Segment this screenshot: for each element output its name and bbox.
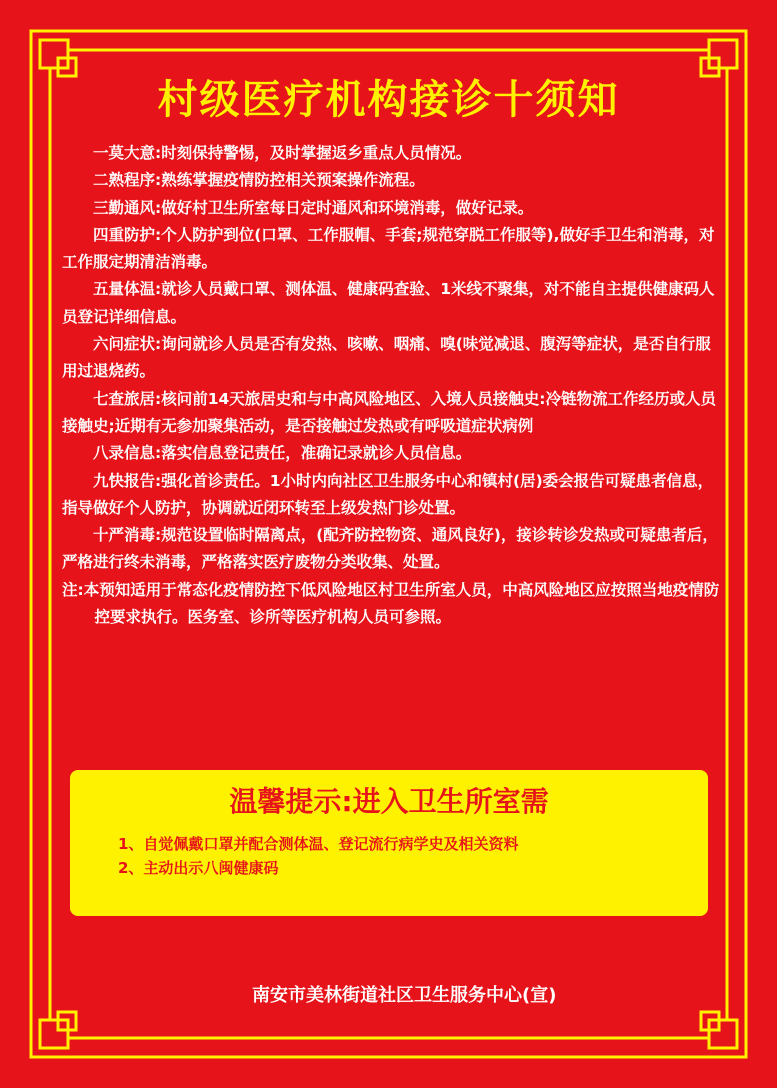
page-title: 村级医疗机构接诊十须知: [157, 77, 620, 123]
notice-item-8: 八录信息:落实信息登记责任，准确记录就诊人员信息。: [93, 444, 472, 463]
notice-item-2: 二熟程序:熟练掌握疫情防控相关预案操作流程。: [93, 171, 425, 190]
note-text: 注:本预知适用于常态化疫情防控下低风险地区村卫生所室人员，中高风险地区应按照当地疫情防控要求执行。医务室、诊所等医疗机构人员可参照。: [62, 580, 720, 627]
notice-item-7: 七查旅居:核问前14天旅居史和与中高风险地区、入境人员接触史:冷链物流工作经历或人员接触史;近期有无参加聚集活动，是否接触过发热或有呼吸道症状病例: [62, 389, 716, 435]
notice-item-4: 四重防护:个人防护到位(口罩、工作服帽、手套;规范穿脱工作服等),做好手卫生和消毒，对工作服定期清洁消毒。: [62, 225, 715, 272]
issuer-footer: 南安市美林街道社区卫生服务中心(宣): [252, 985, 557, 1006]
tips-line-2: 2、主动出示八闽健康码: [118, 859, 279, 877]
notice-item-10: 十严消毒:规范设置临时隔离点，(配齐防控物资、通风良好)，接诊转诊发热或可疑患者后，严格进行终未消毒，严格落实医疗废物分类收集、处置。: [62, 526, 718, 572]
notice-item-3: 三勤通风:做好村卫生所室每日定时通风和环境消毒，做好记录。: [93, 198, 534, 217]
notice-list: [62, 140, 722, 631]
notice-item-6: 六问症状:询问就诊人员是否有发热、咳嗽、咽痛、嗅(味觉减退、腹泻等症状，是否自行服用过退烧药。: [62, 335, 711, 381]
notice-item-5: 五量体温:就诊人员戴口罩、测体温、健康码查验、1米线不聚集，对不能自主提供健康码人员登记详细信息。: [62, 280, 715, 326]
notice-item-1: 一莫大意:时刻保持警惕，及时掌握返乡重点人员情况。: [93, 144, 472, 162]
notice-item-9: 九快报告:强化首诊责任。1小时内向社区卫生服务中心和镇村(居)委会报告可疑患者信息，指导做好个人防护，协调就近闭环转至上级发热门诊处置。: [62, 471, 714, 517]
tips-line-1: 1、自觉佩戴口罩并配合测体温、登记流行病学史及相关资料: [118, 835, 519, 853]
tips-list: [118, 832, 518, 880]
tips-panel: [70, 770, 708, 916]
tips-title: 温馨提示:进入卫生所室需: [229, 785, 549, 818]
